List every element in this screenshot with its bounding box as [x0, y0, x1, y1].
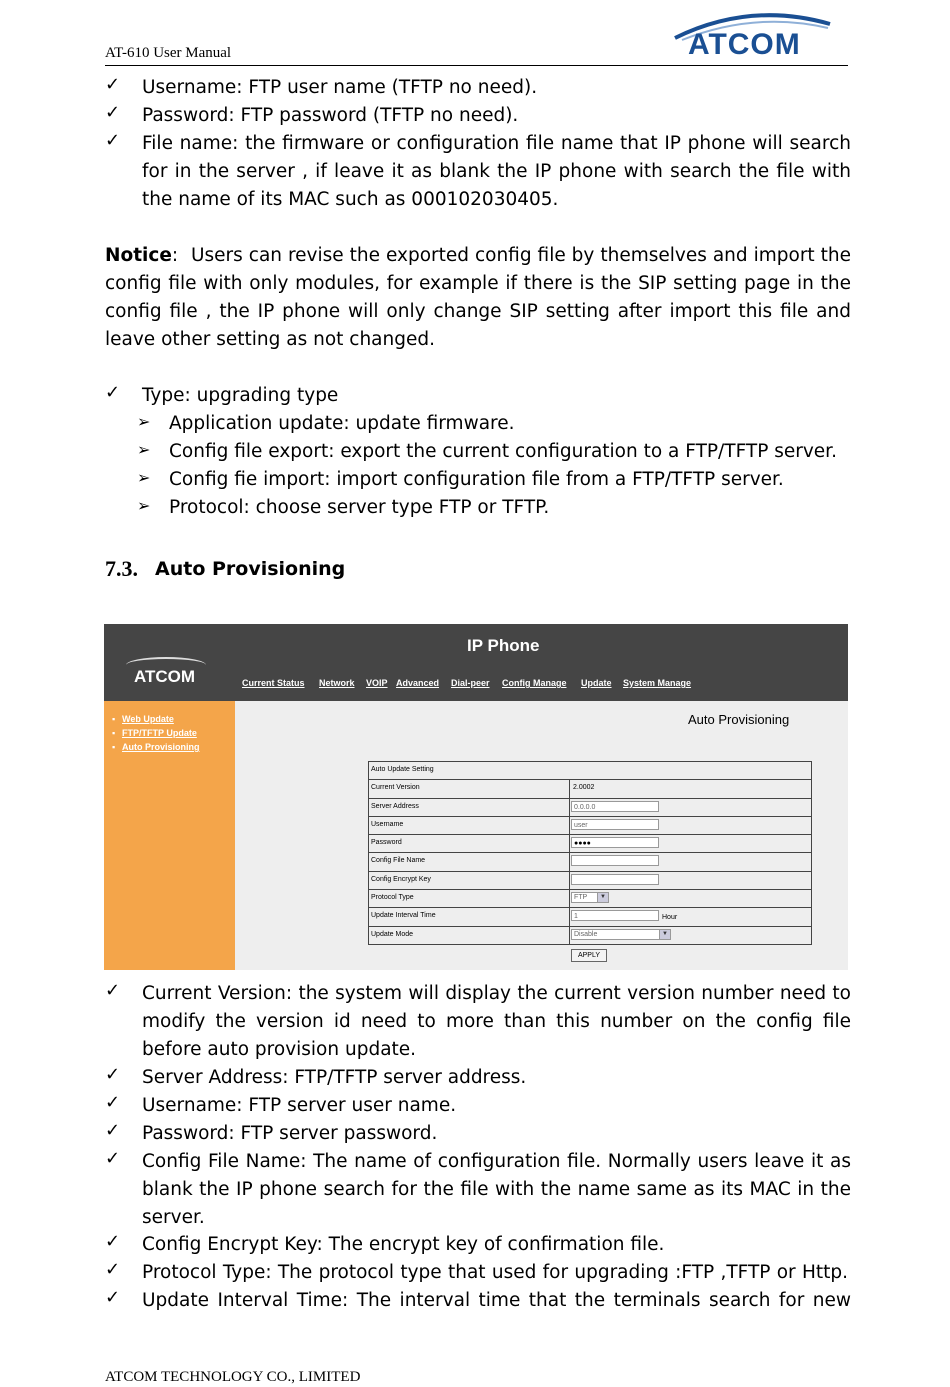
- nav-dial-peer[interactable]: Dial-peer: [451, 678, 490, 688]
- row-label: Username: [371, 820, 404, 828]
- notice-label: Notice:: [105, 245, 179, 266]
- table-row: [369, 852, 811, 870]
- sub-item: Protocol: choose server type FTP or TFTP.: [169, 497, 550, 518]
- row-label: Protocol Type: [371, 894, 414, 902]
- table-row: [369, 907, 811, 925]
- footer-company: ATCOM TECHNOLOGY CO., LIMITED: [105, 1369, 361, 1385]
- interval-unit: Hour: [662, 914, 678, 922]
- row-label: Config File Name: [371, 857, 426, 865]
- list-item-cont: server.: [142, 1207, 205, 1228]
- side-auto-provisioning[interactable]: ▪ Auto Provisioning: [122, 742, 200, 752]
- check-icon: ✓: [105, 1120, 121, 1141]
- notice-text: config file , the IP phone will only change SIP setting after import this file and: [105, 301, 851, 322]
- check-icon: ✓: [105, 130, 121, 151]
- table-row: [369, 926, 811, 944]
- list-item-cont: blank the IP phone search for the file with the name same as its MAC in the: [142, 1179, 851, 1200]
- embedded-screenshot: [104, 624, 848, 970]
- update-interval-input[interactable]: 1: [571, 910, 659, 921]
- list-item-cont: for in the server , if leave it as blank the IP phone with search the file with: [142, 161, 851, 182]
- check-icon: ✓: [105, 1259, 121, 1280]
- sub-item: Config fie import: import configuration file from a FTP/TFTP server.: [169, 469, 784, 490]
- config-file-name-input[interactable]: [571, 855, 659, 866]
- arrow-bullet-icon: ➢: [137, 440, 151, 459]
- check-icon: ✓: [105, 1231, 121, 1252]
- nav-voip[interactable]: VOIP: [366, 678, 388, 688]
- screenshot-logo: ATCOM: [134, 667, 196, 686]
- section-number: 7.3.: [105, 556, 138, 581]
- list-item: Username: FTP user name (TFTP no need).: [142, 77, 538, 98]
- row-label: Config Encrypt Key: [371, 875, 431, 883]
- row-label: Update Interval Time: [371, 912, 436, 920]
- screenshot-header: [104, 624, 848, 701]
- section-title: Auto Provisioning: [155, 558, 346, 580]
- screenshot-page-title: Auto Provisioning: [688, 712, 790, 727]
- list-item: Type: upgrading type: [142, 385, 339, 406]
- list-item: Config Encrypt Key: The encrypt key of confirmation file.: [142, 1234, 665, 1255]
- protocol-type-select[interactable]: FTP ▼: [571, 892, 609, 903]
- table-heading-row: [369, 762, 811, 779]
- list-item: File name: the firmware or configuration file name that IP phone will search: [142, 133, 851, 154]
- notice-text: config file with only modules, for example if there is the SIP setting page in the: [105, 273, 851, 294]
- nav-current-status[interactable]: Current Status: [242, 678, 305, 688]
- header-rule: [105, 65, 848, 66]
- list-item: Password: FTP password (TFTP no need).: [142, 105, 519, 126]
- nav-advanced[interactable]: Advanced: [396, 678, 440, 688]
- notice-text: leave other setting as not changed.: [105, 329, 435, 350]
- table-row: [369, 779, 811, 797]
- row-label: Current Version: [371, 784, 420, 792]
- username-input[interactable]: user: [571, 819, 659, 830]
- list-item: Protocol Type: The protocol type that used for upgrading :FTP ,TFTP or Http.: [142, 1262, 848, 1283]
- nav-update[interactable]: Update: [581, 678, 612, 688]
- list-item: Username: FTP server user name.: [142, 1095, 457, 1116]
- nav-config-manage[interactable]: Config Manage: [502, 678, 567, 688]
- table-row: [369, 816, 811, 834]
- server-address-input[interactable]: 0.0.0.0: [571, 801, 659, 812]
- nav-system-manage[interactable]: System Manage: [623, 678, 692, 688]
- notice-text: Users can revise the exported config file by themselves and import the: [191, 245, 851, 266]
- manual-title: AT-610 User Manual: [105, 45, 232, 61]
- screenshot-title: IP Phone: [467, 636, 540, 655]
- side-ftp-tftp-update[interactable]: ▪ FTP/TFTP Update: [122, 728, 197, 738]
- arrow-bullet-icon: ➢: [137, 496, 151, 515]
- list-item: Server Address: FTP/TFTP server address.: [142, 1067, 527, 1088]
- arrow-bullet-icon: ➢: [137, 412, 151, 431]
- chevron-down-icon: ▼: [659, 930, 670, 939]
- check-icon: ✓: [105, 1064, 121, 1085]
- row-label: Update Mode: [371, 930, 414, 938]
- table-heading: Auto Update Setting: [371, 766, 434, 773]
- check-icon: ✓: [105, 1148, 121, 1169]
- nav-network[interactable]: Network: [319, 678, 355, 688]
- sub-item: Config file export: export the current configuration to a FTP/TFTP server.: [169, 441, 837, 462]
- table-row: [369, 798, 811, 816]
- table-row: [369, 889, 811, 907]
- list-item: Password: FTP server password.: [142, 1123, 438, 1144]
- list-item: Config File Name: The name of configuration file. Normally users leave it as: [142, 1151, 851, 1172]
- row-label: Server Address: [371, 802, 419, 810]
- current-version-value: 2.0002: [573, 784, 595, 792]
- apply-button[interactable]: APPLY: [571, 949, 607, 962]
- check-icon: ✓: [105, 1287, 121, 1308]
- arrow-bullet-icon: ➢: [137, 468, 151, 487]
- config-encrypt-key-input[interactable]: [571, 874, 659, 885]
- check-icon: ✓: [105, 980, 121, 1001]
- password-input[interactable]: ●●●●: [571, 837, 659, 848]
- check-icon: ✓: [105, 1092, 121, 1113]
- row-label: Password: [371, 839, 402, 847]
- screenshot-sidebar: [104, 701, 235, 970]
- list-item-cont: the name of its MAC such as 000102030405.: [142, 189, 559, 210]
- list-item-cont: modify the version id need to more than this number on the config file: [142, 1011, 851, 1032]
- side-web-update[interactable]: ▪ Web Update: [122, 714, 174, 724]
- list-item: Update Interval Time: The interval time that the terminals search for new: [142, 1290, 851, 1311]
- table-row: [369, 871, 811, 889]
- list-item: Current Version: the system will display the current version number need to: [142, 983, 851, 1004]
- sub-item: Application update: update firmware.: [169, 413, 515, 434]
- settings-table: [368, 761, 812, 945]
- atcom-logo: [670, 6, 840, 66]
- chevron-down-icon: ▼: [597, 893, 608, 902]
- logo-text: ATCOM: [688, 28, 801, 61]
- check-icon: ✓: [105, 74, 121, 95]
- table-row: [369, 834, 811, 852]
- check-icon: ✓: [105, 102, 121, 123]
- update-mode-select[interactable]: Disable ▼: [571, 929, 671, 940]
- list-item-cont: before auto provision update.: [142, 1039, 417, 1060]
- check-icon: ✓: [105, 382, 121, 403]
